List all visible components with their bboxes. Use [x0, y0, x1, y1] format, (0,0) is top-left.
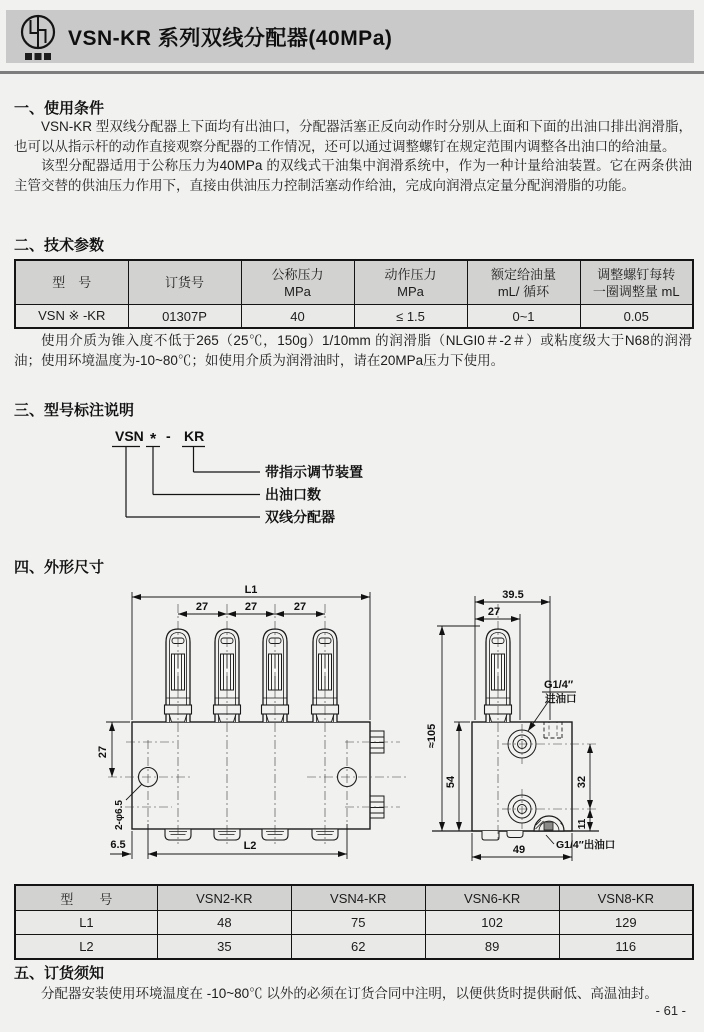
section-heading-model-code: 三、型号标注说明 [14, 402, 135, 419]
col-header-rated-output: 额定给油量 mL/ 循环 [467, 260, 580, 305]
model-label-outlets: 出油口数 [265, 486, 321, 503]
dim-11: 11 [577, 818, 588, 830]
model-code-part-kr: KR [184, 428, 205, 444]
dim-table [14, 884, 694, 960]
dim-27-side: 27 [487, 606, 501, 618]
header-rule [0, 71, 704, 74]
model-code-part-vsn: VSN [115, 428, 144, 444]
dim-L1: L1 [244, 584, 258, 596]
dim-col-vsn4: VSN4-KR [291, 885, 425, 911]
cell-adjust-screw: 0.05 [580, 305, 693, 329]
front-view [97, 584, 407, 859]
inlet-thread-label: G1/4″ [544, 679, 574, 691]
dim-col-model: 型 号 [15, 885, 157, 911]
feet [482, 831, 523, 840]
dim-col-vsn8: VSN8-KR [559, 885, 693, 911]
inlet-port-label: 进油口 [545, 693, 577, 705]
model-label-indicator: 带指示调节装置 [265, 464, 363, 480]
col-header-action-pressure: 动作压力 MPa [354, 260, 467, 305]
usage-paragraph-1: VSN-KR 型双线分配器上下面均有出油口，分配器活塞正反向动作时分别从上面和下面的出油口排出润滑脂，也可以从指示杆的动作直接观察分配器的工作情况，还可以通过调整螺钉在规定范围内调整各出油口的给油量。 [14, 119, 692, 154]
dim-table-row-L1: L1 48 75 102 129 [15, 911, 693, 935]
dim-54: 54 [445, 775, 457, 789]
company-logo-icon [16, 12, 60, 62]
usage-paragraphs [14, 117, 692, 195]
dim-32: 32 [576, 775, 588, 789]
cell-order-no: 01307P [128, 305, 241, 329]
dim-table-header-row [15, 885, 693, 911]
dim-col-vsn2: VSN2-KR [157, 885, 291, 911]
cell-nominal-pressure: 40 [241, 305, 354, 329]
dim-pitch-2: 27 [244, 601, 258, 613]
dimension-drawing [64, 584, 704, 884]
section-heading-usage: 一、使用条件 [14, 100, 105, 117]
dim-49: 49 [512, 844, 526, 856]
medium-note: 使用介质为锥入度不低于265（25℃，150g）1/10mm 的润滑脂（NLGI0＃-2＃）或粘度级大于N68的润滑油；使用环境温度为-10~80℃；如使用介质为润滑油时，请在20MPa压力下使用。 [14, 333, 692, 368]
section-heading-dimensions: 四、外形尺寸 [14, 559, 105, 576]
model-code-diagram [98, 424, 438, 542]
dim-table-row-L2: L2 35 62 89 116 [15, 935, 693, 960]
page-number: - 61 - [655, 1003, 686, 1018]
dim-39-5: 39.5 [502, 589, 524, 601]
inlet-thread-dashed [544, 722, 562, 738]
tech-params-data-row [15, 305, 693, 329]
outlet-port-label: G1/4″出油口 [556, 839, 616, 851]
header-band [6, 10, 694, 63]
dim-105: ≈105 [426, 723, 438, 749]
model-label-dualline: 双线分配器 [265, 509, 335, 525]
ordering-note: 分配器安装使用环境温度在 -10~80℃ 以外的必须在订货合同中注明，以便供货时提供耐低、高温油封。 [41, 986, 658, 1001]
cell-rated-output: 0~1 [467, 305, 580, 329]
col-header-nominal-pressure: 公称压力 MPa [241, 260, 354, 305]
col-header-model: 型 号 [15, 260, 128, 305]
section-heading-tech-params: 二、技术参数 [14, 237, 105, 254]
usage-paragraph-2: 该型分配器适用于公称压力为40MPa 的双线式干油集中润滑系统中，作为一种计量给油装置。它在两条供油主管交替的供油压力作用下，直接由供油压力控制活塞动作给油，完成向润滑点定量分配润滑脂的功能。 [14, 158, 692, 193]
model-code-part-ports: * [150, 431, 157, 448]
tech-params-table [14, 259, 694, 329]
centerlines-side [498, 604, 596, 842]
cell-action-pressure: ≤ 1.5 [354, 305, 467, 329]
side-view [426, 589, 615, 861]
dim-pitch-3: 27 [293, 601, 307, 613]
dim-27-vertical: 27 [97, 745, 109, 759]
logo-caption-glyphs [25, 53, 51, 60]
model-code-part-dash: - [166, 428, 171, 444]
outlet-dome [534, 816, 564, 831]
dims-side [437, 596, 590, 861]
col-header-adjust-screw: 调整螺钉每转 一圈调整量 mL [580, 260, 693, 305]
centerlines-front [108, 604, 407, 844]
dim-col-vsn6: VSN6-KR [425, 885, 559, 911]
section-heading-ordering: 五、订货须知 [14, 965, 105, 982]
cell-model: VSN ※ -KR [15, 305, 128, 329]
tech-params-header-row [15, 260, 693, 305]
page-title: VSN-KR 系列双线分配器(40MPa) [68, 26, 393, 50]
dim-L2: L2 [243, 840, 257, 852]
col-header-order-no: 订货号 [128, 260, 241, 305]
side-fittings [370, 731, 384, 818]
dim-pitch-1: 27 [195, 601, 209, 613]
dim-hole-note: 2-φ6.5 [114, 800, 125, 830]
dim-edge-offset: 6.5 [110, 839, 126, 851]
